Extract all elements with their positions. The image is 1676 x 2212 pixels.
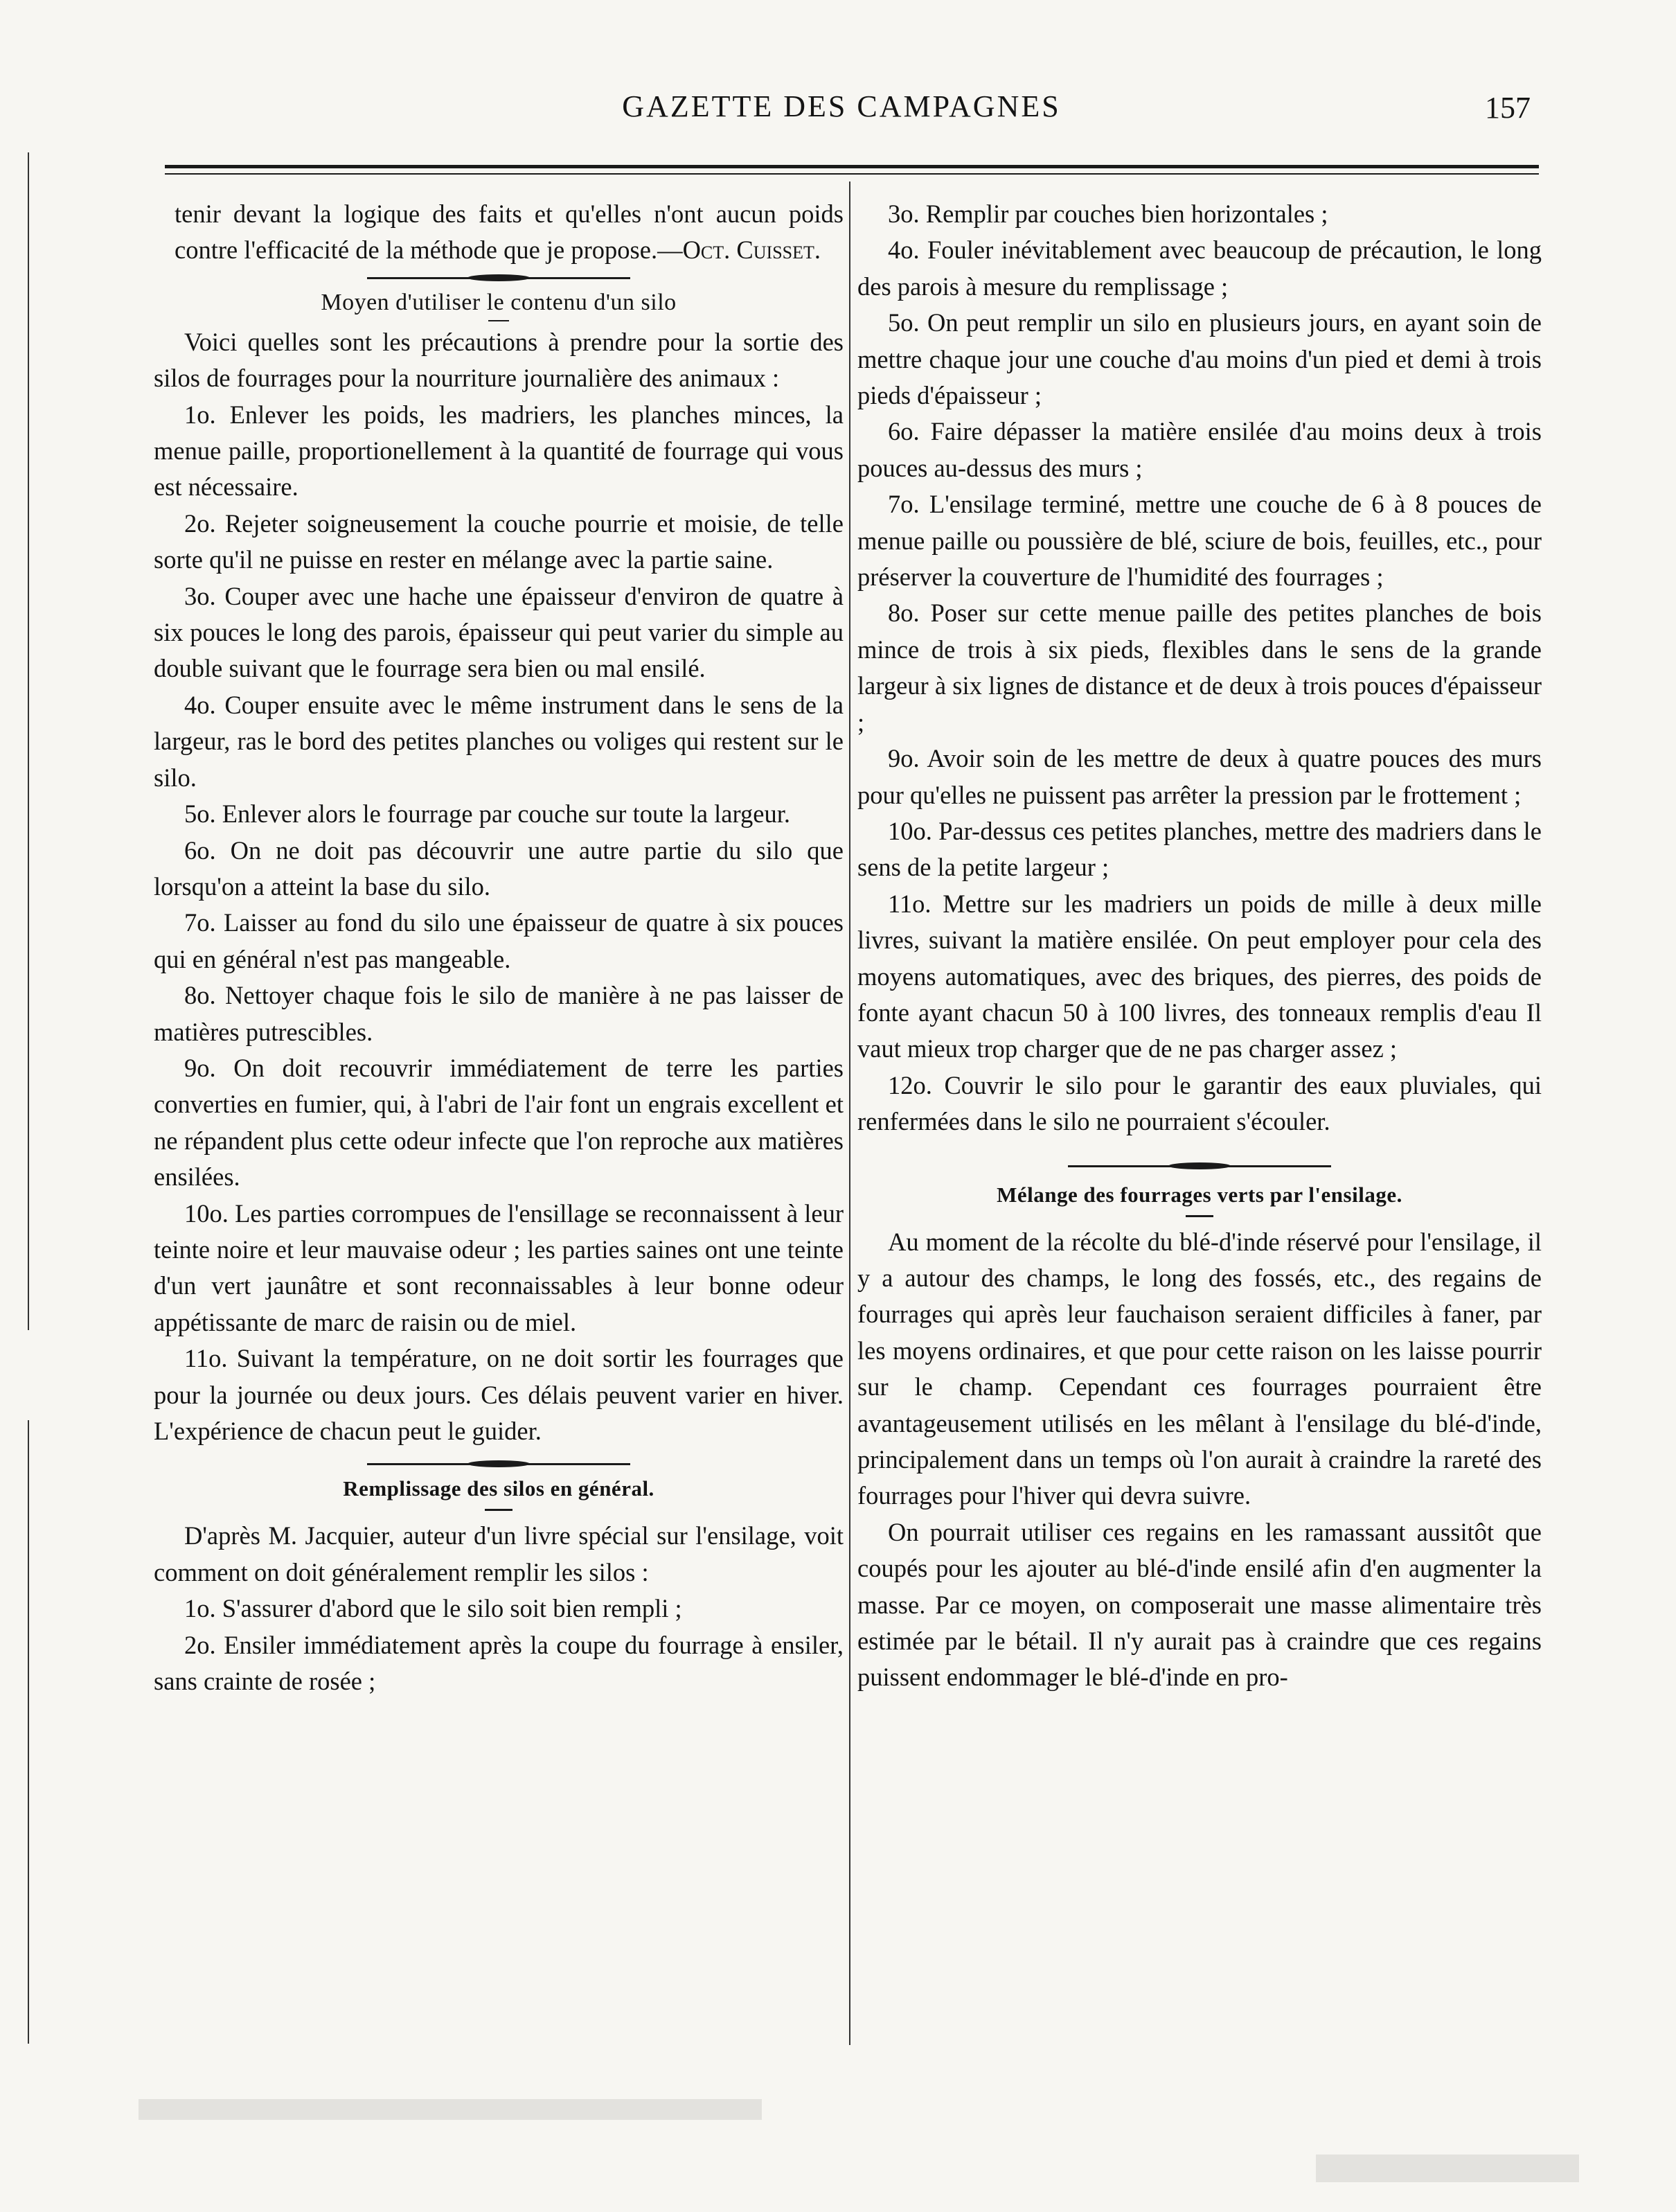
list-item: 7o. L'ensilage terminé, mettre une couche de 6 à 8 pouces de menue paille ou poussière de blé, sciure de bois, feuilles, etc., pour préserver la couverture de l'humidité des fourrages ;	[857, 490, 1542, 592]
author-signature: Oct. Cuisset.	[682, 236, 821, 265]
left-column	[154, 196, 844, 1699]
list-item: 12o. Couvrir le silo pour le garantir des eaux pluviales, qui renfermées dans le silo ne pourraient s'écouler.	[857, 1070, 1542, 1136]
header-rule-thin	[165, 173, 1539, 175]
list-item: 8o. Nettoyer chaque fois le silo de manière à ne pas laisser de matières putrescibles.	[154, 981, 844, 1046]
list-item: 11o. Suivant la température, on ne doit sortir les fourrages que pour la journée ou deux jours. Ces délais peuvent varier en hiver. L'expérience de chacun peut le guider.	[154, 1344, 844, 1445]
page-edge-marks	[0, 0, 69, 2212]
section-heading-3: Mélange des fourrages verts par l'ensilage.	[997, 1182, 1402, 1207]
section-heading-2: Remplissage des silos en général.	[343, 1476, 654, 1501]
edge-line	[28, 152, 29, 1330]
list-item: 10o. Les parties corrompues de l'ensillage se reconnaissent à leur teinte noire et leur mauvaise odeur ; les parties saines ont une teinte d'un vert jaunâtre et sont reconnaissables à leur bonne odeur appétissante de marc de raisin ou de miel.	[154, 1198, 844, 1336]
list-item: 3o. Remplir par couches bien horizontales ;	[888, 200, 1328, 228]
header-rule	[165, 165, 1539, 168]
section1-lead: Voici quelles sont les précautions à prendre pour la sortie des silos de fourrages pour la nourriture journalière des animaux :	[154, 327, 844, 393]
heading-dash	[485, 1509, 512, 1511]
right-column	[857, 196, 1542, 1696]
scan-smudge	[139, 2099, 762, 2120]
list-item: 6o. Faire dépasser la matière ensilée d'au moins deux à trois pouces au-dessus des murs ;	[857, 417, 1542, 482]
list-item: 1o. S'assurer d'abord que le silo soit bien rempli ;	[184, 1594, 682, 1623]
section-heading-1: Moyen d'utiliser le contenu d'un silo	[321, 289, 677, 315]
list-item: 6o. On ne doit pas découvrir une autre partie du silo que lorsqu'on a atteint la base du silo.	[154, 835, 844, 901]
intro-text: tenir devant la logique des faits et qu'elles n'ont aucun poids contre l'efficacité de la méthode que je propose.—	[175, 200, 844, 265]
body-paragraph: On pourrait utiliser ces regains en les ramassant aussitôt que coupés pour les ajouter au blé-d'inde ensilé afin d'en augmenter la masse. Par ce moyen, on composerait une masse alimentaire très estimée par le bétail. Il n'y aurait pas à craindre que ces regains puissent endommager le blé-d'inde en pro-	[857, 1517, 1542, 1692]
list-item: 8o. Poser sur cette menue paille des petites planches de bois mince de trois à six pieds, flexibles dans le sens de la grande largeur à six lignes de distance et de deux à trois pouces d'épaisseur ;	[857, 599, 1542, 736]
page-header	[152, 89, 1531, 137]
section2-lead: D'après M. Jacquier, auteur d'un livre spécial sur l'ensilage, voit comment on doit généralement remplir les silos :	[154, 1521, 844, 1586]
list-item: 2o. Ensiler immédiatement après la coupe du fourrage à ensiler, sans crainte de rosée ;	[154, 1630, 844, 1696]
list-item: 2o. Rejeter soigneusement la couche pourrie et moisie, de telle sorte qu'il ne puisse en rester en mélange avec la partie saine.	[154, 508, 844, 574]
list-item: 1o. Enlever les poids, les madriers, les planches minces, la menue paille, proportionellement à la quantité de fourrage qui vous est nécessaire.	[154, 400, 844, 502]
list-item: 4o. Couper ensuite avec le même instrument dans le sens de la largeur, ras le bord des petites planches ou voliges qui restent sur le silo.	[154, 690, 844, 792]
edge-line	[28, 1420, 29, 2044]
list-item: 4o. Fouler inévitablement avec beaucoup de précaution, le long des parois à mesure du remplissage ;	[857, 236, 1542, 301]
list-item: 9o. Avoir soin de les mettre de deux à quatre pouces des murs pour qu'elles ne puissent pas arrêter la pression par le frottement ;	[857, 744, 1542, 809]
page-number: 157	[1485, 91, 1531, 125]
list-item: 9o. On doit recouvrir immédiatement de terre les parties converties en fumier, qui, à l'abri de l'air font un engrais excellent et ne répandent plus cette odeur infecte que l'on reproche aux matières ensilées.	[154, 1053, 844, 1192]
intro-paragraph	[154, 196, 844, 269]
list-item: 3o. Couper avec une hache une épaisseur d'environ de quatre à six pouces le long des parois, épaisseur qui peut varier du simple au double suivant que le fourrage sera bien ou mal ensilé.	[154, 581, 844, 683]
journal-title: GAZETTE DES CAMPAGNES	[622, 89, 1061, 123]
scan-smudge	[1316, 2155, 1579, 2182]
heading-dash	[488, 320, 509, 321]
list-item: 11o. Mettre sur les madriers un poids de mille à deux mille livres, suivant la matière ensilée. On peut employer pour cela des moyens automatiques, avec des briques, des pierres, des poids de fonte ayant chacun 50 à 100 livres, des tonneaux remplis d'eau Il vaut mieux trop charger que de ne pas charger assez ;	[857, 889, 1542, 1063]
section-ornament	[1068, 1161, 1331, 1171]
heading-dash	[1186, 1215, 1213, 1217]
section-ornament	[367, 1459, 630, 1469]
body-paragraph: Au moment de la récolte du blé-d'inde réservé pour l'ensilage, il y a autour des champs, le long des fossés, etc., des regains de fourrages qui après leur fauchaison seraient difficiles à faner, par les moyens ordinaires, et que pour cette raison on les laisse pourrir sur le champ. Cependant ces fourrages pourraient être avantageusement utilisés en les mêlant à l'ensilage du blé-d'inde, principalement dans un temps où l'on aurait à craindre la rareté des fourrages pour l'hiver qui devra suivre.	[857, 1227, 1542, 1510]
list-item: 5o. On peut remplir un silo en plusieurs jours, en ayant soin de mettre chaque jour une couche d'au moins d'un pied et demi à trois pieds d'épaisseur ;	[857, 308, 1542, 410]
list-item: 10o. Par-dessus ces petites planches, mettre des madriers dans le sens de la petite largeur ;	[857, 816, 1542, 882]
section-ornament	[367, 273, 630, 283]
list-item: 7o. Laisser au fond du silo une épaisseur de quatre à six pouces qui en général n'est pas mangeable.	[154, 908, 844, 973]
column-divider	[849, 182, 850, 2045]
list-item: 5o. Enlever alors le fourrage par couche sur toute la largeur.	[184, 799, 790, 829]
